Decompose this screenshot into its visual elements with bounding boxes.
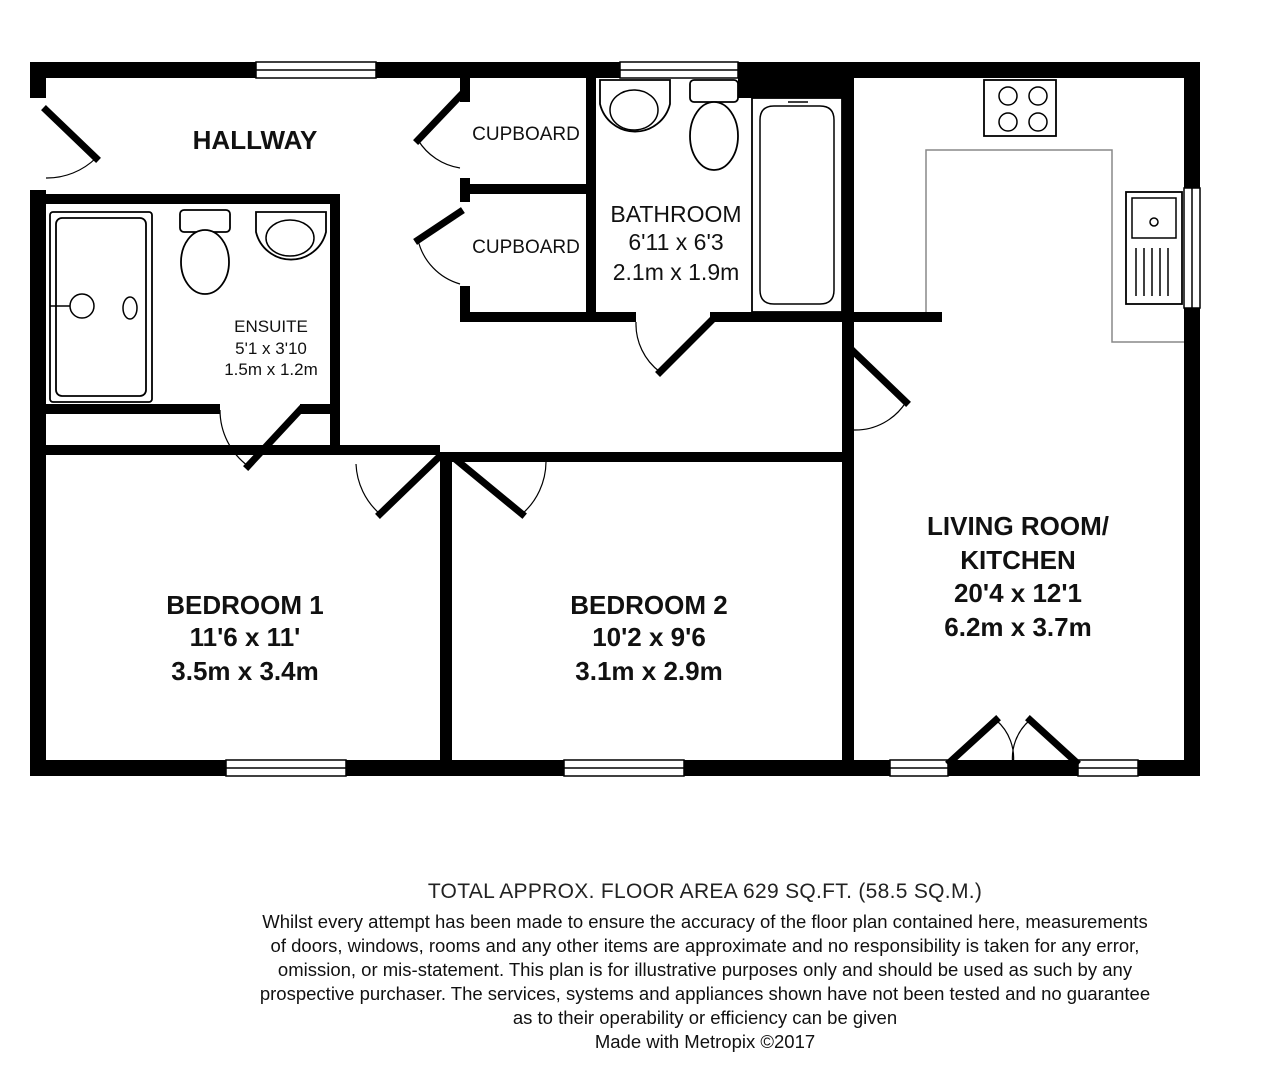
bathtub-icon	[752, 98, 842, 312]
disclaimer	[150, 910, 1260, 1030]
bedroom2-name: BEDROOM 2	[570, 590, 728, 620]
disclaimer-line: as to their operability or efficiency can be given	[512, 1007, 898, 1028]
bedroom1-metric: 3.5m x 3.4m	[171, 656, 319, 686]
ensuite-name: ENSUITE	[234, 317, 308, 336]
kitchen-hob-icon	[984, 80, 1056, 136]
living-name-line2: KITCHEN	[960, 545, 1076, 575]
bedroom2-imperial: 10'2 x 9'6	[592, 622, 706, 652]
living-kitchen-label	[927, 511, 1109, 642]
cupboard-top-label	[472, 124, 580, 145]
cupboard-top-name: CUPBOARD	[472, 124, 580, 145]
bedroom1-label	[166, 590, 323, 686]
hallway-label	[193, 125, 318, 155]
hallway-name: HALLWAY	[192, 125, 318, 155]
cupboard-bottom-name: CUPBOARD	[472, 237, 580, 258]
ensuite-metric: 1.5m x 1.2m	[224, 360, 318, 379]
ensuite-shower-icon	[50, 212, 152, 402]
bedroom2-metric: 3.1m x 2.9m	[575, 656, 723, 686]
ensuite-label	[224, 317, 318, 379]
bathroom-label	[610, 201, 741, 285]
disclaimer-line: Whilst every attempt has been made to ensure the accuracy of the floor plan contained here, measurements	[262, 911, 1148, 932]
disclaimer-line: prospective purchaser. The services, systems and appliances shown have not been tested and no guarantee	[259, 983, 1151, 1004]
living-name-line1: LIVING ROOM/	[927, 511, 1109, 541]
total-floor-area: TOTAL APPROX. FLOOR AREA 629 SQ.FT. (58.5 SQ.M.)	[427, 880, 983, 903]
bedroom1-name: BEDROOM 1	[166, 590, 324, 620]
bedroom2-label	[570, 590, 727, 686]
ensuite-imperial: 5'1 x 3'10	[235, 339, 307, 358]
bathroom-imperial: 6'11 x 6'3	[628, 229, 724, 255]
ensuite-basin-icon	[256, 212, 326, 260]
plan-footer	[150, 880, 1260, 1054]
bathroom-basin-icon	[600, 80, 670, 132]
bathroom-metric: 2.1m x 1.9m	[612, 259, 740, 285]
bedroom1-imperial: 11'6 x 11'	[189, 622, 301, 652]
bathroom-name: BATHROOM	[610, 201, 742, 227]
disclaimer-line: omission, or mis-statement. This plan is for illustrative purposes only and should be used as such by any	[277, 959, 1133, 980]
credit-line: Made with Metropix ©2017	[594, 1031, 816, 1052]
living-imperial: 20'4 x 12'1	[953, 578, 1083, 608]
ensuite-toilet-icon	[180, 210, 230, 294]
cupboard-bottom-label	[472, 237, 580, 258]
kitchen-sink-icon	[1126, 192, 1182, 304]
disclaimer-line: of doors, windows, rooms and any other items are approximate and no responsibility is taken for any error,	[270, 935, 1140, 956]
bathroom-toilet-icon	[690, 80, 738, 170]
living-metric: 6.2m x 3.7m	[944, 612, 1092, 642]
